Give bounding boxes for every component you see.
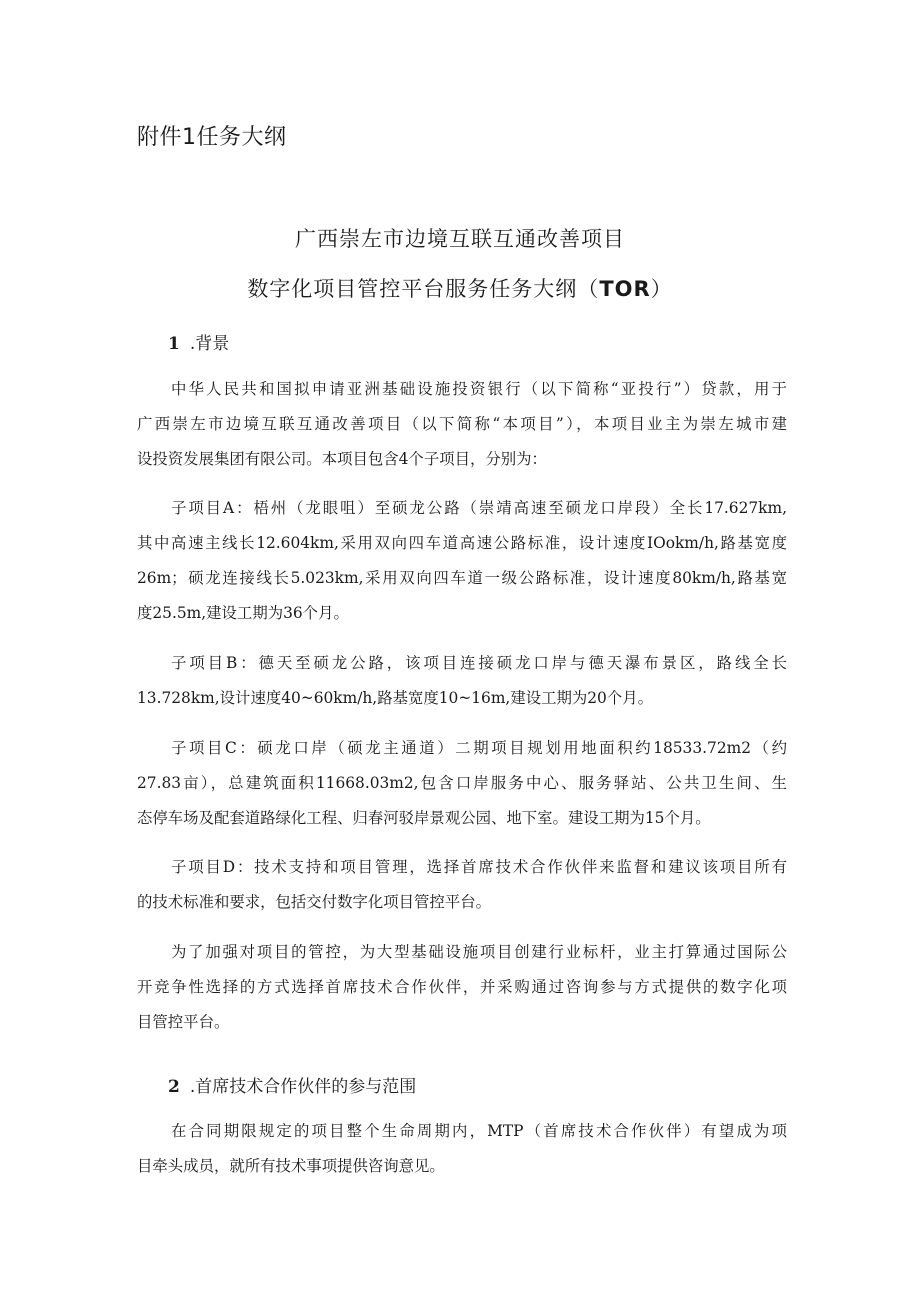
paragraph-line: 度25.5m,建设工期为36个月。 bbox=[137, 604, 349, 622]
document-title-line-2 bbox=[0, 273, 920, 303]
section-number: 1 bbox=[168, 334, 180, 354]
paragraph-line: 为了加强对项目的管控，为大型基础设施项目创建行业标杆，业主打算通过国际公 bbox=[171, 943, 787, 961]
paragraph-line: 的技术标准和要求，包括交付数字化项目管控平台。 bbox=[137, 893, 491, 911]
paragraph-line: 设投资发展集团有限公司。本项目包含4个子项目，分别为： bbox=[137, 450, 547, 468]
title-line-2-text: 数字化项目管控平台服务任务大纲（ bbox=[247, 277, 600, 301]
paragraph-subproject-d bbox=[137, 850, 787, 920]
paragraph-subproject-c bbox=[137, 731, 787, 836]
paragraph-subproject-b bbox=[137, 646, 787, 716]
paragraph-line: 子项目D：技术支持和项目管理，选择首席技术合作伙伴来监督和建议该项目所有 bbox=[171, 858, 787, 876]
section-heading-background bbox=[168, 329, 229, 354]
paragraph-line: 13.728km,设计速度40~60km∕h,路基宽度10~16m,建设工期为20个月。 bbox=[137, 689, 654, 707]
paragraph-line: 子项目B：德天至硕龙公路，该项目连接硕龙口岸与德天瀑布景区，路线全长 bbox=[171, 654, 787, 672]
title-line-2-close: ） bbox=[650, 277, 673, 301]
section-heading-mtp-scope bbox=[168, 1072, 416, 1097]
section-title: .首席技术合作伙伴的参与范围 bbox=[189, 1077, 417, 1097]
paragraph-mtp-role bbox=[137, 1114, 787, 1184]
paragraph-line: 广西崇左市边境互联互通改善项目（以下简称“本项目”），本项目业主为崇左城市建 bbox=[137, 415, 787, 433]
paragraph-line: 其中高速主线长12.604km,采用双向四车道高速公路标准，设计速度IOokm∕h,路基宽度 bbox=[137, 534, 787, 552]
paragraph-procurement bbox=[137, 935, 787, 1040]
paragraph-line: 26m；硕龙连接线长5.023km,采用双向四车道一级公路标准，设计速度80km∕h,路基宽 bbox=[137, 569, 787, 587]
paragraph-line: 中华人民共和国拟申请亚洲基础设施投资银行（以下简称“亚投行”）贷款，用于 bbox=[171, 380, 787, 398]
document-title-line-1: 广西崇左市边境互联互通改善项目 bbox=[295, 227, 625, 251]
paragraph-line: 子项目C：硕龙口岸（硕龙主通道）二期项目规划用地面积约18533.72m2（约 bbox=[171, 739, 787, 757]
paragraph-line: 态停车场及配套道路绿化工程、归春河驳岸景观公园、地下室。建设工期为15个月。 bbox=[137, 809, 711, 827]
annex-title: 附件1任务大纲 bbox=[137, 125, 287, 150]
paragraph-line: 子项目A：梧州（龙眼咀）至硕龙公路（崇靖高速至硕龙口岸段）全长17.627km, bbox=[171, 499, 787, 517]
paragraph-subproject-a bbox=[137, 491, 787, 631]
section-title: .背景 bbox=[189, 334, 230, 354]
paragraph-line: 开竞争性选择的方式选择首席技术合作伙伴，并采购通过咨询参与方式提供的数字化项 bbox=[137, 978, 787, 996]
paragraph-loan-intro bbox=[137, 372, 787, 477]
section-number: 2 bbox=[168, 1077, 180, 1097]
paragraph-line: 在合同期限规定的项目整个生命周期内，MTP（首席技术合作伙伴）有望成为项 bbox=[171, 1122, 787, 1140]
paragraph-line: 目牵头成员，就所有技术事项提供咨询意见。 bbox=[137, 1157, 445, 1175]
title-tor-abbr: TOR bbox=[599, 277, 651, 301]
paragraph-line: 27.83亩），总建筑面积11668.03m2,包含口岸服务中心、服务驿站、公共卫生间、生 bbox=[137, 774, 787, 792]
paragraph-line: 目管控平台。 bbox=[137, 1013, 230, 1031]
